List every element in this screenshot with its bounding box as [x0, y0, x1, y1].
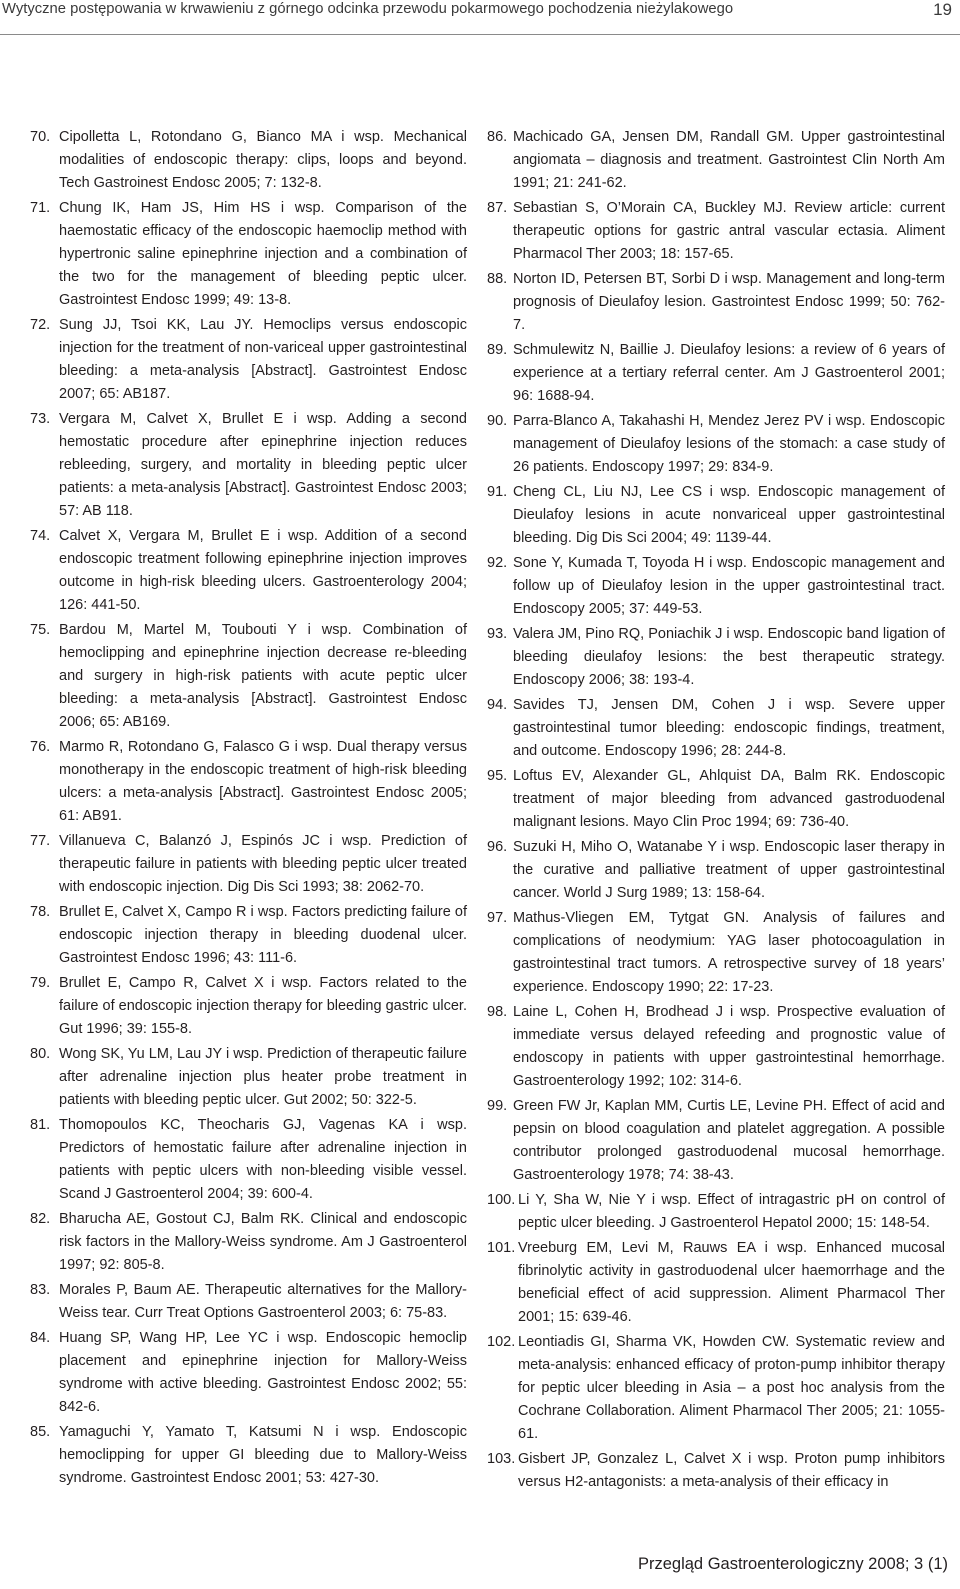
reference-number: 101.: [487, 1240, 516, 1256]
reference-number: 86.: [487, 129, 508, 145]
reference-item: [487, 623, 945, 692]
reference-text: Schmulewitz N, Baillie J. Dieulafoy lesions: a review of 6 years of experience at a tertiary referral center. Am J Gastroenterol 2001; 96: 1688-94.: [513, 342, 945, 404]
reference-number: 89.: [487, 342, 508, 358]
reference-item: [30, 1043, 467, 1112]
reference-number: 82.: [30, 1211, 51, 1227]
reference-item: [30, 830, 467, 899]
reference-item: [487, 268, 945, 337]
reference-item: [30, 197, 467, 312]
reference-number: 96.: [487, 839, 508, 855]
reference-text: Chung IK, Ham JS, Him HS i wsp. Comparison of the haemostatic efficacy of the endoscopic haemoclip method with hypertronic saline epinephrine injection and a combination of the two for the management of bleeding peptic ulcer. Gastrointest Endosc 1999; 49: 13-8.: [59, 200, 467, 308]
reference-item: [487, 1095, 945, 1187]
reference-text: Yamaguchi Y, Yamato T, Katsumi N i wsp. Endoscopic hemoclipping for upper GI bleeding due to Mallory-Weiss syndrome. Gastrointest Endosc 2001; 53: 427-30.: [59, 1424, 467, 1486]
reference-item: [487, 1448, 945, 1494]
reference-text: Parra-Blanco A, Takahashi H, Mendez Jerez PV i wsp. Endoscopic management of Dieulafoy lesions of the stomach: a case study of 26 patients. Endoscopy 1997; 29: 834-9.: [513, 413, 945, 475]
journal-footer: Przegląd Gastroenterologiczny 2008; 3 (1): [637, 1555, 948, 1573]
reference-number: 87.: [487, 200, 508, 216]
reference-number: 103.: [487, 1451, 516, 1467]
reference-text: Leontiadis GI, Sharma VK, Howden CW. Systematic review and meta-analysis: enhanced efficacy of proton-pump inhibitor therapy for peptic ulcer bleeding in Asia – a post hoc analysis from the Cochrane Collaboration. Aliment Pharmacol Ther 2005; 21: 1055-61.: [518, 1334, 945, 1442]
reference-item: [30, 972, 467, 1041]
reference-number: 76.: [30, 739, 51, 755]
reference-text: Machicado GA, Jensen DM, Randall GM. Upper gastrointestinal angiomata – diagnosis and treatment. Gastrointest Clin North Am 1991; 21: 241-62.: [513, 129, 945, 191]
reference-number: 75.: [30, 622, 51, 638]
reference-text: Marmo R, Rotondano G, Falasco G i wsp. Dual therapy versus monotherapy in the endoscopic treatment of high-risk bleeding ulcers: a meta-analysis [Abstract]. Gastrointest Endosc 2005; 61: AB91.: [59, 739, 467, 824]
reference-text: Morales P, Baum AE. Therapeutic alternatives for the Mallory-Weiss tear. Curr Treat Options Gastroenterol 2003; 6: 75-83.: [59, 1282, 467, 1321]
reference-item: [487, 481, 945, 550]
reference-text: Li Y, Sha W, Nie Y i wsp. Effect of intragastric pH on control of peptic ulcer bleeding. J Gastroenterol Hepatol 2000; 15: 148-54.: [518, 1192, 945, 1231]
reference-item: [487, 552, 945, 621]
references-right-column: [487, 126, 945, 1496]
running-header: [0, 0, 960, 35]
reference-number: 94.: [487, 697, 508, 713]
reference-item: [30, 1421, 467, 1490]
reference-item: [487, 1189, 945, 1235]
reference-number: 93.: [487, 626, 508, 642]
reference-text: Villanueva C, Balanzó J, Espinós JC i wsp. Prediction of therapeutic failure in patients with bleeding peptic ulcer treated with endoscopic injection. Dig Dis Sci 1993; 38: 2062-70.: [59, 833, 467, 895]
reference-item: [487, 1237, 945, 1329]
reference-text: Cheng CL, Liu NJ, Lee CS i wsp. Endoscopic management of Dieulafoy lesions in acute nonvariceal upper gastrointestinal bleeding. Dig Dis Sci 2004; 49: 1139-44.: [513, 484, 945, 546]
reference-number: 102.: [487, 1334, 516, 1350]
reference-number: 78.: [30, 904, 51, 920]
reference-text: Vergara M, Calvet X, Brullet E i wsp. Adding a second hemostatic procedure after epinephrine injection reduces rebleeding, surgery, and mortality in bleeding peptic ulcer patients: a meta-analysis [Abstract]. Gastrointest Endosc 2003; 57: AB 118.: [59, 411, 467, 519]
reference-item: [487, 1331, 945, 1446]
reference-item: [30, 1279, 467, 1325]
reference-item: [30, 126, 467, 195]
reference-item: [487, 410, 945, 479]
reference-text: Vreeburg EM, Levi M, Rauws EA i wsp. Enhanced mucosal fibrinolytic activity in gastroduodenal ulcer haemorrhage and the beneficial effect of acid suppression. Aliment Pharmacol Ther 2001; 15: 639-46.: [518, 1240, 945, 1325]
reference-text: Gisbert JP, Gonzalez L, Calvet X i wsp. Proton pump inhibitors versus H2-antagonists: a meta-analysis of their efficacy in: [518, 1451, 945, 1490]
reference-text: Norton ID, Petersen BT, Sorbi D i wsp. Management and long-term prognosis of Dieulafoy lesion. Gastrointest Endosc 1999; 50: 762-7.: [513, 271, 945, 333]
reference-number: 74.: [30, 528, 51, 544]
reference-text: Sone Y, Kumada T, Toyoda H i wsp. Endoscopic management and follow up of Dieulafoy lesion in the upper gastrointestinal tract. Endoscopy 2005; 37: 449-53.: [513, 555, 945, 617]
reference-text: Brullet E, Calvet X, Campo R i wsp. Factors predicting failure of endoscopic injection therapy in bleeding duodenal ulcer. Gastrointest Endosc 1996; 43: 111-6.: [59, 904, 467, 966]
reference-text: Valera JM, Pino RQ, Poniachik J i wsp. Endoscopic band ligation of bleeding dieulafoy lesions: the best therapeutic strategy. Endoscopy 2006; 38: 193-4.: [513, 626, 945, 688]
reference-item: [30, 525, 467, 617]
reference-number: 81.: [30, 1117, 51, 1133]
reference-number: 91.: [487, 484, 508, 500]
reference-text: Calvet X, Vergara M, Brullet E i wsp. Addition of a second endoscopic treatment following epinephrine injection improves outcome in high-risk bleeding ulcers. Gastroenterology 2004; 126: 441-50.: [59, 528, 467, 613]
references-left-column: [30, 126, 467, 1492]
reference-item: [487, 339, 945, 408]
reference-text: Huang SP, Wang HP, Lee YC i wsp. Endoscopic hemoclip placement and epinephrine injection for Mallory-Weiss syndrome with active bleeding. Gastrointest Endosc 2002; 55: 842-6.: [59, 1330, 467, 1415]
reference-item: [30, 1208, 467, 1277]
reference-number: 83.: [30, 1282, 51, 1298]
reference-text: Bharucha AE, Gostout CJ, Balm RK. Clinical and endoscopic risk factors in the Mallory-Weiss syndrome. Am J Gastroenterol 1997; 92: 805-8.: [59, 1211, 467, 1273]
reference-number: 80.: [30, 1046, 51, 1062]
page-number: 19: [933, 0, 952, 19]
reference-text: Laine L, Cohen H, Brodhead J i wsp. Prospective evaluation of immediate versus delayed refeeding and prognostic value of endoscopy in patients with upper gastrointestinal hemorrhage. Gastroenterology 1992; 102: 314-6.: [513, 1004, 945, 1089]
reference-number: 100.: [487, 1192, 516, 1208]
reference-text: Loftus EV, Alexander GL, Ahlquist DA, Balm RK. Endoscopic treatment of major bleeding from advanced gastroduodenal malignant lesions. Mayo Clin Proc 1994; 69: 736-40.: [513, 768, 945, 830]
reference-number: 72.: [30, 317, 51, 333]
reference-item: [487, 1001, 945, 1093]
reference-text: Thomopoulos KC, Theocharis GJ, Vagenas KA i wsp. Predictors of hemostatic failure after adrenaline injection in patients with peptic ulcers with non-bleeding visible vessel. Scand J Gastroenterol 2004; 39: 600-4.: [59, 1117, 467, 1202]
reference-item: [30, 901, 467, 970]
reference-item: [487, 765, 945, 834]
reference-number: 99.: [487, 1098, 508, 1114]
reference-number: 90.: [487, 413, 508, 429]
reference-text: Sebastian S, O’Morain CA, Buckley MJ. Review article: current therapeutic options for gastric antral vascular ectasia. Aliment Pharmacol Ther 2003; 18: 157-65.: [513, 200, 945, 262]
reference-text: Sung JJ, Tsoi KK, Lau JY. Hemoclips versus endoscopic injection for the treatment of non-variceal upper gastrointestinal bleeding: a meta-analysis [Abstract]. Gastrointest Endosc 2007; 65: AB187.: [59, 317, 467, 402]
reference-number: 73.: [30, 411, 51, 427]
reference-item: [487, 126, 945, 195]
reference-item: [487, 907, 945, 999]
reference-number: 97.: [487, 910, 508, 926]
reference-number: 84.: [30, 1330, 51, 1346]
reference-text: Wong SK, Yu LM, Lau JY i wsp. Prediction of therapeutic failure after adrenaline injection plus heater probe treatment in patients with bleeding peptic ulcer. Gut 2002; 50: 322-5.: [59, 1046, 467, 1108]
reference-item: [487, 694, 945, 763]
reference-number: 71.: [30, 200, 51, 216]
reference-item: [487, 836, 945, 905]
reference-text: Brullet E, Campo R, Calvet X i wsp. Factors related to the failure of endoscopic injection therapy for bleeding gastric ulcer. Gut 1996; 39: 155-8.: [59, 975, 467, 1037]
running-header-title: Wytyczne postępowania w krwawieniu z górnego odcinka przewodu pokarmowego pochodzenia nieżylakowego: [2, 1, 734, 17]
reference-number: 92.: [487, 555, 508, 571]
reference-item: [487, 197, 945, 266]
reference-number: 70.: [30, 129, 51, 145]
reference-item: [30, 1114, 467, 1206]
reference-number: 79.: [30, 975, 51, 991]
reference-item: [30, 736, 467, 828]
reference-number: 95.: [487, 768, 508, 784]
reference-text: Mathus-Vliegen EM, Tytgat GN. Analysis of failures and complications of neodymium: YAG laser photocoagulation in gastrointestinal tract tumors. A retrospective survey of 18 years’ experience. Endoscopy 1990; 22: 17-23.: [513, 910, 945, 995]
reference-text: Green FW Jr, Kaplan MM, Curtis LE, Levine PH. Effect of acid and pepsin on blood coagulation and platelet aggregation. A possible contributor prolonged gastroduodenal mucosal hemorrhage. Gastroenterology 1978; 74: 38-43.: [513, 1098, 945, 1183]
reference-number: 98.: [487, 1004, 508, 1020]
reference-number: 88.: [487, 271, 508, 287]
reference-text: Suzuki H, Miho O, Watanabe Y i wsp. Endoscopic laser therapy in the curative and palliative treatment of upper gastrointestinal cancer. World J Surg 1989; 13: 158-64.: [513, 839, 945, 901]
reference-number: 85.: [30, 1424, 51, 1440]
reference-item: [30, 1327, 467, 1419]
reference-number: 77.: [30, 833, 51, 849]
reference-text: Bardou M, Martel M, Toubouti Y i wsp. Combination of hemoclipping and epinephrine injection decrease re-bleeding and surgery in high-risk patients with acute peptic ulcer bleeding: a meta-analysis [Abstract]. Gastrointest Endosc 2006; 65: AB169.: [59, 622, 467, 730]
reference-text: Cipolletta L, Rotondano G, Bianco MA i wsp. Mechanical modalities of endoscopic therapy: clips, loops and beyond. Tech Gastroinest Endosc 2005; 7: 132-8.: [59, 129, 467, 191]
reference-text: Savides TJ, Jensen DM, Cohen J i wsp. Severe upper gastrointestinal tumor bleeding: endoscopic findings, treatment, and outcome. Endoscopy 1996; 28: 244-8.: [513, 697, 945, 759]
reference-item: [30, 619, 467, 734]
reference-item: [30, 314, 467, 406]
reference-item: [30, 408, 467, 523]
